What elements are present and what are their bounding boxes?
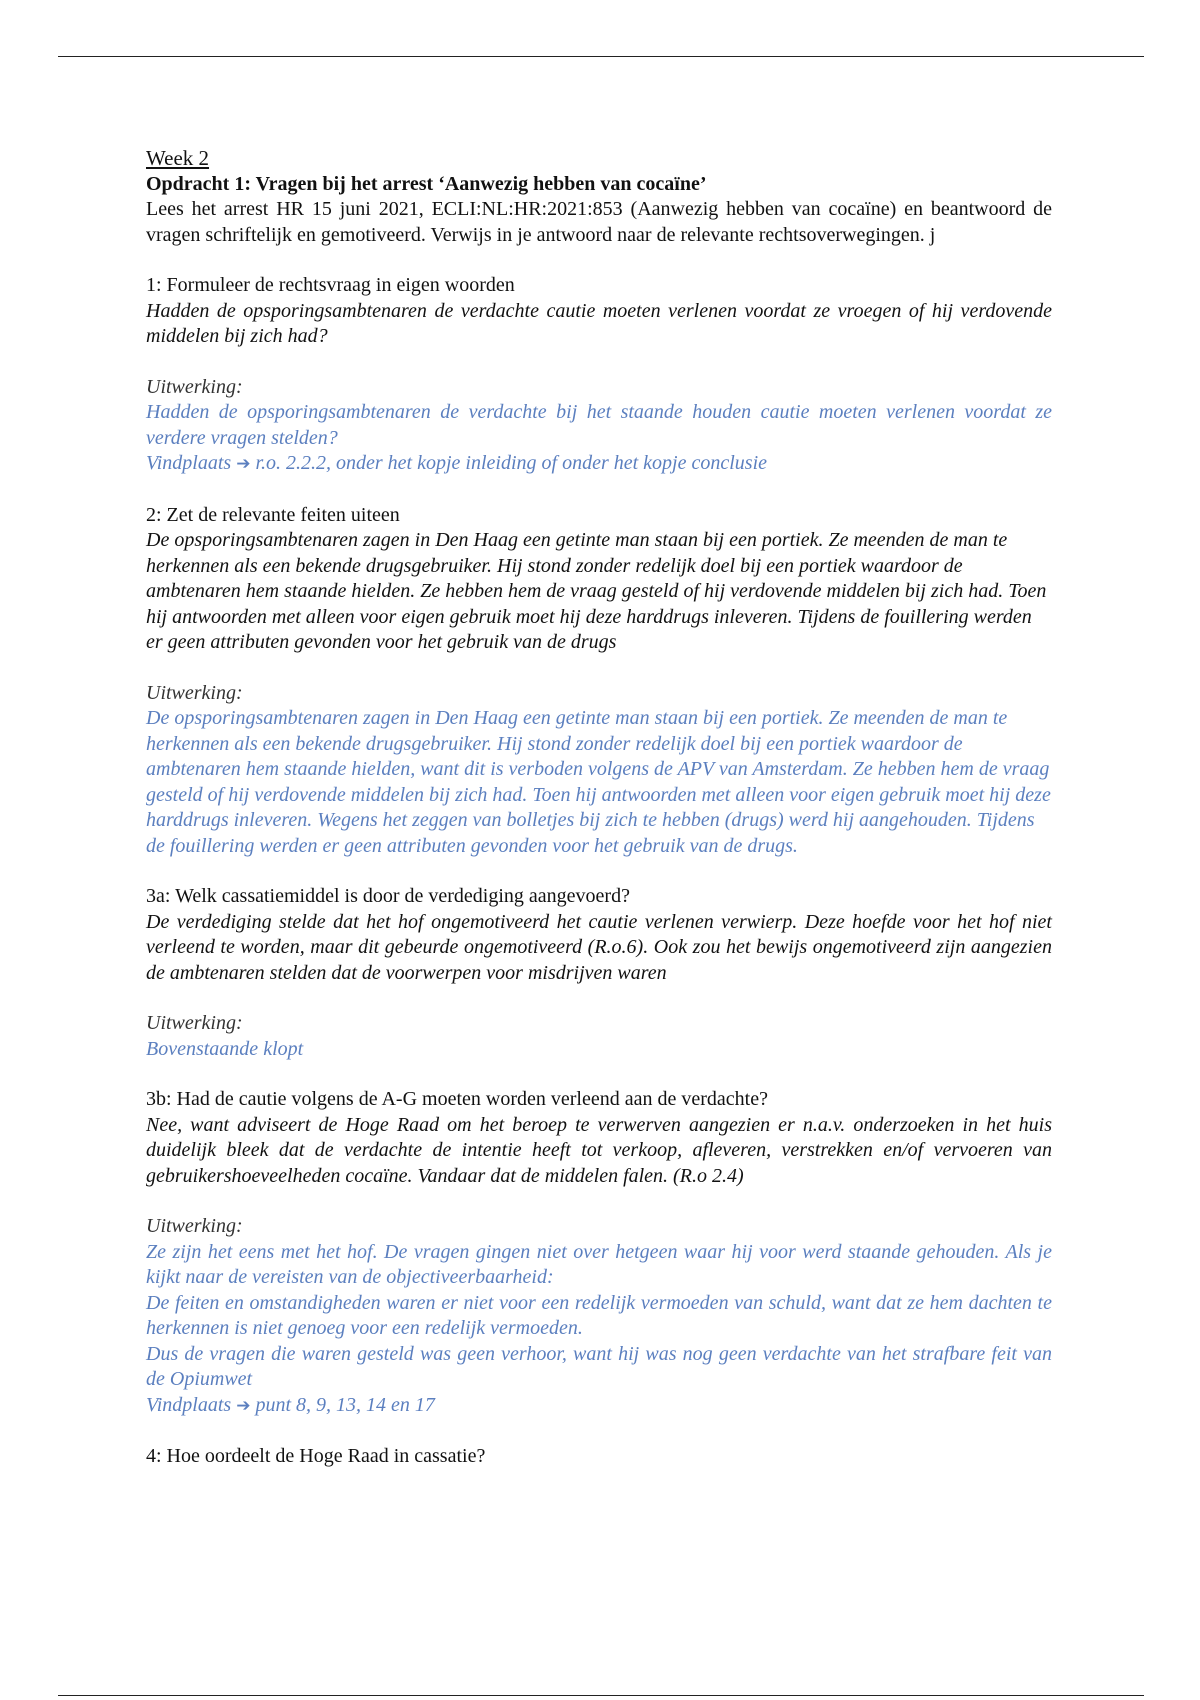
question-3b: 3b: Had de cautie volgens de A-G moeten worden verleend aan de verdachte? xyxy=(146,1088,768,1110)
top-rule xyxy=(58,56,1144,57)
vindplaats-value: r.o. 2.2.2, onder het kopje inleiding of onder het kopje conclusie xyxy=(255,452,767,474)
question-4: 4: Hoe oordeelt de Hoge Raad in cassatie? xyxy=(146,1445,486,1467)
question-1: 1: Formuleer de rechtsvraag in eigen woorden xyxy=(146,274,515,296)
uitwerking-3b-part-1: Ze zijn het eens met het hof. De vragen gingen niet over hetgeen waar hij voor werd staande gehouden. Als je kijkt naar de vereisten van de objectiveerbaarheid: xyxy=(146,1240,1052,1288)
question-2: 2: Zet de relevante feiten uiteen xyxy=(146,503,400,526)
uitwerking-3a: Bovenstaande klopt xyxy=(146,1037,304,1060)
document-body xyxy=(146,146,1052,1470)
answer-2: De opsporingsambtenaren zagen in Den Haag een getinte man staan bij een portiek. Ze meenden de man te herkennen als een bekende drugsgebruiker. Hij stond zonder redelijk doel bij een portiek waardoor de ambtenaren hem staande hielden. Ze hebben hem de vraag gesteld of hij verdovende middelen bij zich had. Toen hij antwoorden met alleen voor eigen gebruik moet hij deze harddrugs inleveren. Tijdens de fouillering werden er geen attributen gevonden voor het gebruik van de drugs xyxy=(146,529,1047,653)
answer-1: Hadden de opsporingsambtenaren de verdachte cautie moeten verlenen voordat ze vroegen of hij verdovende middelen bij zich had? xyxy=(146,299,1052,347)
uitwerking-label-2: Uitwerking: xyxy=(146,681,243,704)
vindplaats-1 xyxy=(146,451,1052,478)
uitwerking-3b-part-3: Dus de vragen die waren gesteld was geen verhoor, want hij was nog geen verdachte van het strafbare feit van de Opiumwet xyxy=(146,1342,1052,1390)
arrow-right-icon: ➔ xyxy=(236,454,251,474)
uitwerking-label-1: Uitwerking: xyxy=(146,375,243,398)
vindplaats-label: Vindplaats xyxy=(146,1393,232,1416)
vindplaats-value: punt 8, 9, 13, 14 en 17 xyxy=(255,1393,435,1416)
assignment-intro: Lees het arrest HR 15 juni 2021, ECLI:NL:HR:2021:853 (Aanwezig hebben van cocaïne) en beantwoord de vragen schriftelijk en gemotiveerd. Verwijs in je antwoord naar de relevante rechtsoverwegingen. j xyxy=(146,198,1052,246)
week-heading: Week 2 xyxy=(146,146,210,170)
question-3a: 3a: Welk cassatiemiddel is door de verdediging aangevoerd? xyxy=(146,885,630,907)
uitwerking-label-3a: Uitwerking: xyxy=(146,1012,243,1034)
uitwerking-label-3b: Uitwerking: xyxy=(146,1215,243,1237)
uitwerking-1: Hadden de opsporingsambtenaren de verdachte bij het staande houden cautie moeten verlenen voordat ze verdere vragen stelden? xyxy=(146,401,1052,449)
answer-3b: Nee, want adviseert de Hoge Raad om het beroep te verwerven aangezien er n.a.v. onderzoeken in het huis duidelijk bleek dat de verdachte de intentie heeft tot verkoop, afleveren, verstrekken en/of vervoeren van gebruikershoeveelheden cocaïne. Vandaar dat de middelen falen. (R.o 2.4) xyxy=(146,1113,1052,1187)
arrow-right-icon: ➔ xyxy=(236,1395,251,1416)
answer-3a: De verdediging stelde dat het hof ongemotiveerd het cautie verlenen verwierp. Deze hoefde voor het hof niet verleend te worden, maar dit gebeurde ongemotiveerd (R.o.6). Ook zou het bewijs ongemotiveerd zijn aangezien de ambtenaren stelden dat de voorwerpen voor misdrijven waren xyxy=(146,910,1052,984)
bottom-rule xyxy=(58,1695,1144,1696)
uitwerking-2: De opsporingsambtenaren zagen in Den Haag een getinte man staan bij een portiek. Ze meenden de man te herkennen als een bekende drugsgebruiker. Hij stond zonder redelijk doel bij een portiek waardoor de ambtenaren hem staande hielden, want dit is verboden volgens de APV van Amsterdam. Ze hebben hem de vraag gesteld of hij verdovende middelen bij zich had. Toen hij antwoorden met alleen voor eigen gebruik moet hij deze harddrugs inleveren. Wegens het zeggen van bolletjes bij zich te hebben (drugs) werd hij aangehouden. Tijdens de fouillering werden er geen attributen gevonden voor het gebruik van de drugs. xyxy=(146,707,1051,857)
assignment-title: Opdracht 1: Vragen bij het arrest ‘Aanwezig hebben van cocaïne’ xyxy=(146,172,707,195)
vindplaats-label: Vindplaats xyxy=(146,452,232,474)
vindplaats-3b xyxy=(146,1393,1052,1420)
uitwerking-3b-part-2: De feiten en omstandigheden waren er niet voor een redelijk vermoeden van schuld, want dat ze hem dachten te herkennen is niet genoeg voor een redelijk vermoeden. xyxy=(146,1291,1052,1339)
